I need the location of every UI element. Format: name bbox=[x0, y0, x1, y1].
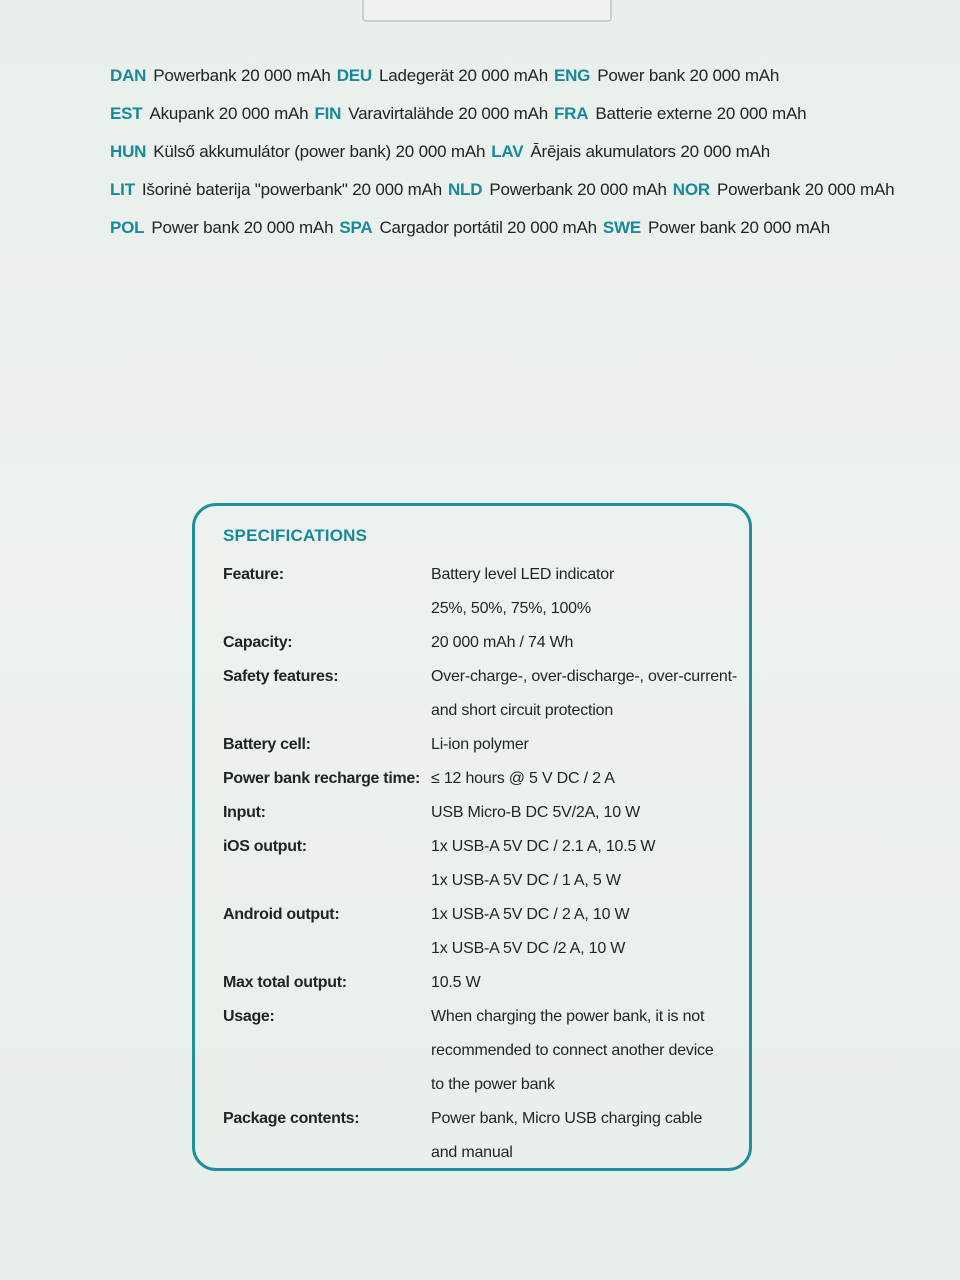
language-line bbox=[110, 214, 890, 252]
spec-row bbox=[223, 660, 743, 728]
spec-value-line: Li-ion polymer bbox=[431, 736, 529, 753]
language-product-name: Power bank 20 000 mAh bbox=[647, 218, 830, 237]
spec-value-line: Over-charge-, over-discharge-, over-current- bbox=[431, 668, 737, 685]
spec-values bbox=[431, 1102, 743, 1170]
spec-label: Safety features: bbox=[223, 668, 339, 685]
spec-row bbox=[223, 626, 743, 660]
spec-values bbox=[431, 728, 743, 762]
spec-values bbox=[431, 830, 743, 898]
language-product-name: Cargador portátil 20 000 mAh bbox=[379, 218, 597, 237]
language-code: POL bbox=[110, 218, 145, 237]
spec-value-line: Battery level LED indicator bbox=[431, 566, 615, 583]
spec-value-line: ≤ 12 hours @ 5 V DC / 2 A bbox=[431, 770, 615, 787]
language-product-name: Ladegerät 20 000 mAh bbox=[378, 66, 548, 85]
packaging-tab-outline bbox=[362, 0, 612, 22]
language-code: EST bbox=[110, 104, 143, 123]
language-product-name: Powerbank 20 000 mAh bbox=[153, 66, 331, 85]
language-code: FRA bbox=[554, 104, 589, 123]
spec-label: Android output: bbox=[223, 906, 340, 923]
language-code: DEU bbox=[336, 66, 372, 85]
language-product-name: Powerbank 20 000 mAh bbox=[716, 180, 895, 199]
spec-value-line: Power bank, Micro USB charging cable bbox=[431, 1110, 703, 1127]
spec-value-line: 25%, 50%, 75%, 100% bbox=[431, 600, 591, 617]
spec-values bbox=[431, 558, 743, 626]
spec-label: Feature: bbox=[223, 566, 284, 583]
spec-row bbox=[223, 1102, 743, 1170]
spec-value-line: 1x USB-A 5V DC / 2.1 A, 10.5 W bbox=[431, 838, 656, 855]
spec-value-line: and short circuit protection bbox=[431, 702, 614, 719]
language-code: SPA bbox=[339, 218, 373, 237]
spec-values bbox=[431, 626, 743, 660]
language-code: FIN bbox=[314, 104, 342, 123]
language-line bbox=[110, 176, 895, 214]
language-product-name: Akupank 20 000 mAh bbox=[149, 104, 309, 123]
spec-label: Max total output: bbox=[223, 974, 347, 991]
spec-value-line: 1x USB-A 5V DC / 1 A, 5 W bbox=[431, 872, 621, 889]
language-code: LAV bbox=[491, 142, 524, 161]
spec-label: Input: bbox=[223, 804, 266, 821]
language-code: DAN bbox=[110, 66, 147, 85]
spec-row bbox=[223, 762, 743, 796]
spec-row bbox=[223, 830, 743, 898]
language-code: SWE bbox=[602, 218, 641, 237]
spec-values bbox=[431, 762, 743, 796]
spec-value-line: USB Micro-B DC 5V/2A, 10 W bbox=[431, 804, 641, 821]
spec-values bbox=[431, 660, 743, 728]
spec-values bbox=[431, 1000, 743, 1102]
spec-label: Battery cell: bbox=[223, 736, 311, 753]
language-product-name: Išorinė baterija "powerbank" 20 000 mAh bbox=[141, 180, 442, 199]
spec-row bbox=[223, 728, 743, 762]
spec-value-line: recommended to connect another device bbox=[431, 1042, 714, 1059]
spec-values bbox=[431, 966, 743, 1000]
spec-row bbox=[223, 1000, 743, 1102]
spec-label: Power bank recharge time: bbox=[223, 770, 421, 787]
language-line bbox=[110, 62, 890, 100]
spec-value-line: 20 000 mAh / 74 Wh bbox=[431, 634, 574, 651]
language-code: ENG bbox=[553, 66, 591, 85]
language-product-name: Varavirtalähde 20 000 mAh bbox=[348, 104, 548, 123]
language-product-name: Batterie externe 20 000 mAh bbox=[595, 104, 807, 123]
specifications-title: SPECIFICATIONS bbox=[223, 526, 368, 545]
spec-row bbox=[223, 898, 743, 966]
language-product-name: Külső akkumulátor (power bank) 20 000 mAh bbox=[153, 142, 486, 161]
spec-row bbox=[223, 796, 743, 830]
language-code: NLD bbox=[447, 180, 483, 199]
language-line bbox=[110, 100, 890, 138]
spec-value-line: When charging the power bank, it is not bbox=[431, 1008, 705, 1025]
spec-label: iOS output: bbox=[223, 838, 307, 855]
spec-values bbox=[431, 796, 743, 830]
language-product-name: Powerbank 20 000 mAh bbox=[489, 180, 667, 199]
spec-value-line: 1x USB-A 5V DC /2 A, 10 W bbox=[431, 940, 626, 957]
spec-label: Usage: bbox=[223, 1008, 275, 1025]
language-code: NOR bbox=[672, 180, 710, 199]
spec-row bbox=[223, 966, 743, 1000]
language-product-name: Power bank 20 000 mAh bbox=[151, 218, 334, 237]
spec-label: Capacity: bbox=[223, 634, 293, 651]
spec-values bbox=[431, 898, 743, 966]
language-line bbox=[110, 138, 890, 176]
language-product-name: Power bank 20 000 mAh bbox=[597, 66, 780, 85]
spec-label: Package contents: bbox=[223, 1110, 360, 1127]
specifications-list bbox=[223, 558, 743, 1170]
specifications-panel bbox=[192, 503, 752, 1171]
spec-value-line: 1x USB-A 5V DC / 2 A, 10 W bbox=[431, 906, 630, 923]
spec-value-line: and manual bbox=[431, 1144, 513, 1161]
language-code: LIT bbox=[110, 180, 135, 199]
spec-row bbox=[223, 558, 743, 626]
language-code: HUN bbox=[110, 142, 147, 161]
language-product-name: Ārējais akumulators 20 000 mAh bbox=[530, 142, 771, 161]
spec-value-line: to the power bank bbox=[431, 1076, 555, 1093]
spec-value-line: 10.5 W bbox=[431, 974, 481, 991]
language-product-names bbox=[110, 62, 895, 252]
